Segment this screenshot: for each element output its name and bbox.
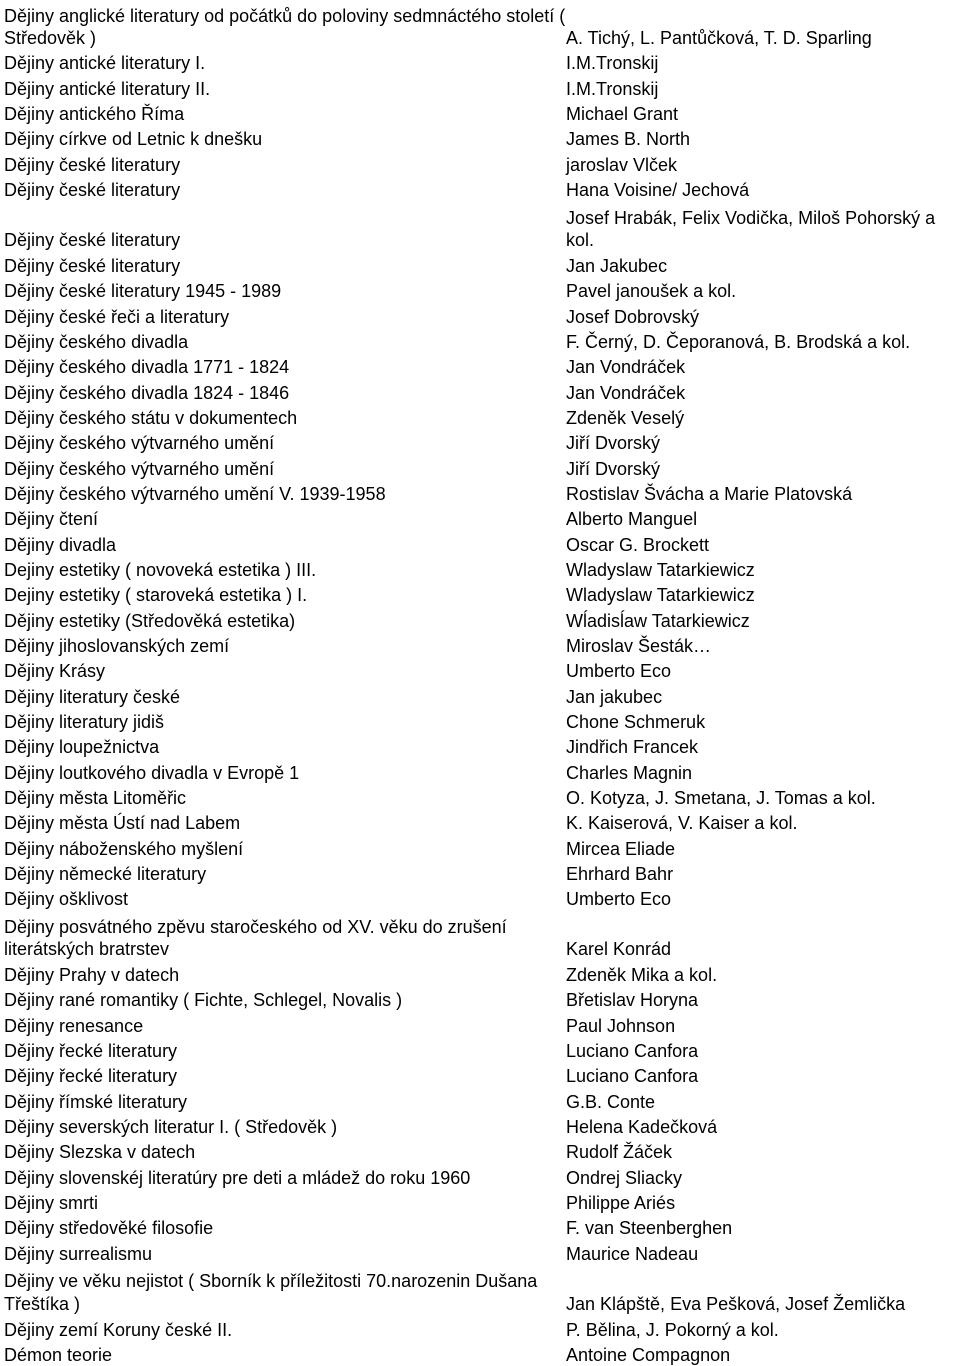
book-author: Jan Jakubec (566, 255, 668, 276)
list-item (0, 961, 960, 986)
list-item (0, 1265, 960, 1316)
book-author: O. Kotyza, J. Smetana, J. Tomas a kol. (566, 787, 876, 808)
book-author: F. van Steenberghen (566, 1218, 733, 1239)
book-title: Dějiny severských literatur I. ( Středověk ) (4, 1117, 338, 1138)
list-item (0, 708, 960, 733)
list-item (0, 632, 960, 657)
book-title: Dějiny antického Říma (4, 103, 185, 124)
book-title: Démon teorie (4, 1345, 113, 1366)
book-title: Dějiny českého divadla (4, 331, 189, 352)
book-title: Dějiny ve věku nejistot ( Sborník k příležitosti 70.narozenin Dušana Třeštíka ) (4, 1271, 538, 1314)
book-author: Michael Grant (566, 103, 679, 124)
book-author: I.M.Tronskij (566, 53, 659, 74)
list-item (0, 834, 960, 859)
book-author: Jan Vondráček (566, 357, 686, 378)
book-title: Dějiny českého výtvarného umění (4, 458, 275, 479)
book-author: Maurice Nadeau (566, 1243, 699, 1264)
book-title-text: Dějiny anglické literatury od počátků do poloviny sedmnáctého století ( Středověk ) (4, 6, 566, 48)
book-title: Dějiny rané romantiky ( Fichte, Schlegel, Novalis ) (4, 990, 403, 1011)
book-author: Josef Hrabák, Felix Vodička, Miloš Pohorský a kol. (566, 207, 936, 251)
list-item (0, 1341, 960, 1366)
book-author: Antoine Compagnon (566, 1345, 731, 1366)
book-title: Dějiny české literatury (4, 154, 181, 175)
book-title: Dějiny literatury jidiš (4, 711, 165, 732)
list-item (0, 1037, 960, 1062)
book-author: Miroslav Šesták… (566, 635, 712, 656)
list-item (0, 378, 960, 403)
book-author: Pavel janoušek a kol. (566, 281, 737, 302)
book-title: Dějiny literatury české (4, 686, 181, 707)
list-item (0, 1163, 960, 1188)
list-item (0, 100, 960, 125)
book-author: Zdeněk Veselý (566, 407, 685, 428)
list-item (0, 252, 960, 277)
book-author: G.B. Conte (566, 1091, 656, 1112)
book-author: Rostislav Švácha a Marie Platovská (566, 483, 853, 504)
list-item (0, 0, 960, 49)
list-item (0, 1011, 960, 1036)
book-title: Dějiny antické literatury I. (4, 53, 206, 74)
book-author: Charles Magnin (566, 762, 693, 783)
book-author: Wladyslaw Tatarkiewicz (566, 559, 755, 580)
book-title: Dějiny středověké filosofie (4, 1218, 214, 1239)
book-title: Dějiny estetiky (Středověká estetika) (4, 610, 296, 631)
list-item (0, 784, 960, 809)
list-item (0, 1189, 960, 1214)
book-author: Karel Konrád (566, 939, 672, 960)
list-item (0, 328, 960, 353)
list-item (0, 277, 960, 302)
book-title: Dějiny českého divadla 1824 - 1846 (4, 382, 290, 403)
book-author: Zdeněk Mika a kol. (566, 965, 718, 986)
book-author: A. Tichý, L. Pantůčková, T. D. Sparling (566, 28, 872, 48)
book-author: Luciano Canfora (566, 1066, 699, 1087)
book-author: Jiří Dvorský (566, 458, 660, 479)
book-title: Dějiny města Litoměřic (4, 787, 187, 808)
list-item (0, 125, 960, 150)
list-item (0, 49, 960, 74)
book-author: Umberto Eco (566, 661, 672, 682)
list-item (0, 74, 960, 99)
list-item (0, 986, 960, 1011)
book-title: Dějiny české literatury (4, 179, 181, 200)
book-title: Dějiny surrealismu (4, 1243, 153, 1264)
book-title: Dějiny loutkového divadla v Evropě 1 (4, 762, 300, 783)
book-author: Josef Dobrovský (566, 306, 700, 327)
list-item (0, 429, 960, 454)
book-title: Dějiny divadla (4, 534, 117, 555)
book-title: Dějiny města Ústí nad Labem (4, 813, 241, 834)
book-title: Dějiny českého státu v dokumentech (4, 407, 298, 428)
book-title: Dějiny antické literatury II. (4, 78, 211, 99)
book-title: Dějiny čtení (4, 509, 99, 530)
list-item (0, 1315, 960, 1340)
book-title: Dějiny posvátného zpěvu staročeského od XV. věku do zrušení literátských bratrstev (4, 916, 507, 960)
list-item (0, 302, 960, 327)
book-author: jaroslav Vlček (566, 154, 678, 175)
book-author: F. Černý, D. Čeporanová, B. Brodská a kol. (566, 331, 911, 352)
book-author: Rudolf Žáček (566, 1142, 673, 1163)
book-title: Dějiny řecké literatury (4, 1066, 178, 1087)
list-item (0, 682, 960, 707)
book-author: Wĺadisĺaw Tatarkiewicz (566, 610, 750, 631)
book-title: Dějiny české literatury (4, 255, 181, 276)
book-title: Dějiny loupežnictva (4, 737, 160, 758)
book-title: Dějiny českého výtvarného umění (4, 433, 275, 454)
book-author: Jan Klápště, Eva Pešková, Josef Žemlička (566, 1293, 906, 1314)
list-item (0, 809, 960, 834)
list-item (0, 353, 960, 378)
list-item (0, 1239, 960, 1264)
list-item (0, 581, 960, 606)
book-title: Dejiny estetiky ( staroveká estetika ) I. (4, 585, 308, 606)
list-item (0, 480, 960, 505)
book-author: Paul Johnson (566, 1015, 676, 1036)
book-author: K. Kaiserová, V. Kaiser a kol. (566, 813, 798, 834)
book-author: Ondrej Sliacky (566, 1167, 683, 1188)
book-title: Dějiny náboženského myšlení (4, 838, 244, 859)
list-item (0, 758, 960, 783)
book-author: Břetislav Horyna (566, 990, 699, 1011)
book-author: Helena Kadečková (566, 1117, 718, 1138)
list-item (0, 1138, 960, 1163)
book-author: Oscar G. Brockett (566, 534, 710, 555)
list-item (0, 657, 960, 682)
list-item (0, 733, 960, 758)
book-title: Dějiny jihoslovanských zemí (4, 635, 230, 656)
book-author: Jan jakubec (566, 686, 663, 707)
book-author: Umberto Eco (566, 889, 672, 910)
book-title: Dějiny zemí Koruny české II. (4, 1319, 233, 1340)
list-item (0, 860, 960, 885)
book-title: Dejiny estetiky ( novoveká estetika ) III. (4, 559, 317, 580)
list-item (0, 176, 960, 201)
book-author: P. Bělina, J. Pokorný a kol. (566, 1319, 779, 1340)
book-title: Dějiny ošklivost (4, 889, 129, 910)
book-author: Ehrhard Bahr (566, 863, 674, 884)
book-author: Jiří Dvorský (566, 433, 660, 454)
list-item (0, 1087, 960, 1112)
list-item (0, 1113, 960, 1138)
book-title: Dějiny české řeči a literatury (4, 306, 230, 327)
list-item (0, 910, 960, 961)
book-author: Chone Schmeruk (566, 711, 706, 732)
book-title: Dějiny Slezska v datech (4, 1142, 196, 1163)
book-title: Dějiny slovenskéj literatúry pre deti a mládež do roku 1960 (4, 1167, 471, 1188)
book-author: Mircea Eliade (566, 838, 676, 859)
book-title: Dějiny řecké literatury (4, 1041, 178, 1062)
book-author: Wladyslaw Tatarkiewicz (566, 585, 755, 606)
list-item (0, 150, 960, 175)
list-item (0, 885, 960, 910)
book-title: Dějiny renesance (4, 1015, 144, 1036)
book-author: Hana Voisine/ Jechová (566, 179, 750, 200)
list-item (0, 1062, 960, 1087)
book-title: Dějiny římské literatury (4, 1091, 188, 1112)
list-item (0, 606, 960, 631)
book-author: Alberto Manguel (566, 509, 698, 530)
book-author: James B. North (566, 129, 691, 150)
list-item (0, 454, 960, 479)
book-author: Philippe Ariés (566, 1193, 676, 1214)
list-item (0, 530, 960, 555)
book-title: Dějiny německé literatury (4, 863, 207, 884)
book-author: Luciano Canfora (566, 1041, 699, 1062)
book-author: Jan Vondráček (566, 382, 686, 403)
book-title: Dějiny českého výtvarného umění V. 1939-1958 (4, 483, 386, 504)
book-title: Dějiny smrti (4, 1193, 99, 1214)
list-item (0, 201, 960, 252)
book-title: Dějiny české literatury (4, 230, 181, 251)
book-author: Jindřich Francek (566, 737, 699, 758)
list-item (0, 505, 960, 530)
book-author: I.M.Tronskij (566, 78, 659, 99)
list-item (0, 404, 960, 429)
book-title: Dějiny Prahy v datech (4, 965, 180, 986)
list-item (0, 1214, 960, 1239)
book-title: Dějiny českého divadla 1771 - 1824 (4, 357, 290, 378)
book-title (0, 5, 566, 49)
book-title: Dějiny české literatury 1945 - 1989 (4, 281, 282, 302)
book-title: Dějiny Krásy (4, 661, 106, 682)
list-item (0, 556, 960, 581)
book-title: Dějiny církve od Letnic k dnešku (4, 129, 263, 150)
